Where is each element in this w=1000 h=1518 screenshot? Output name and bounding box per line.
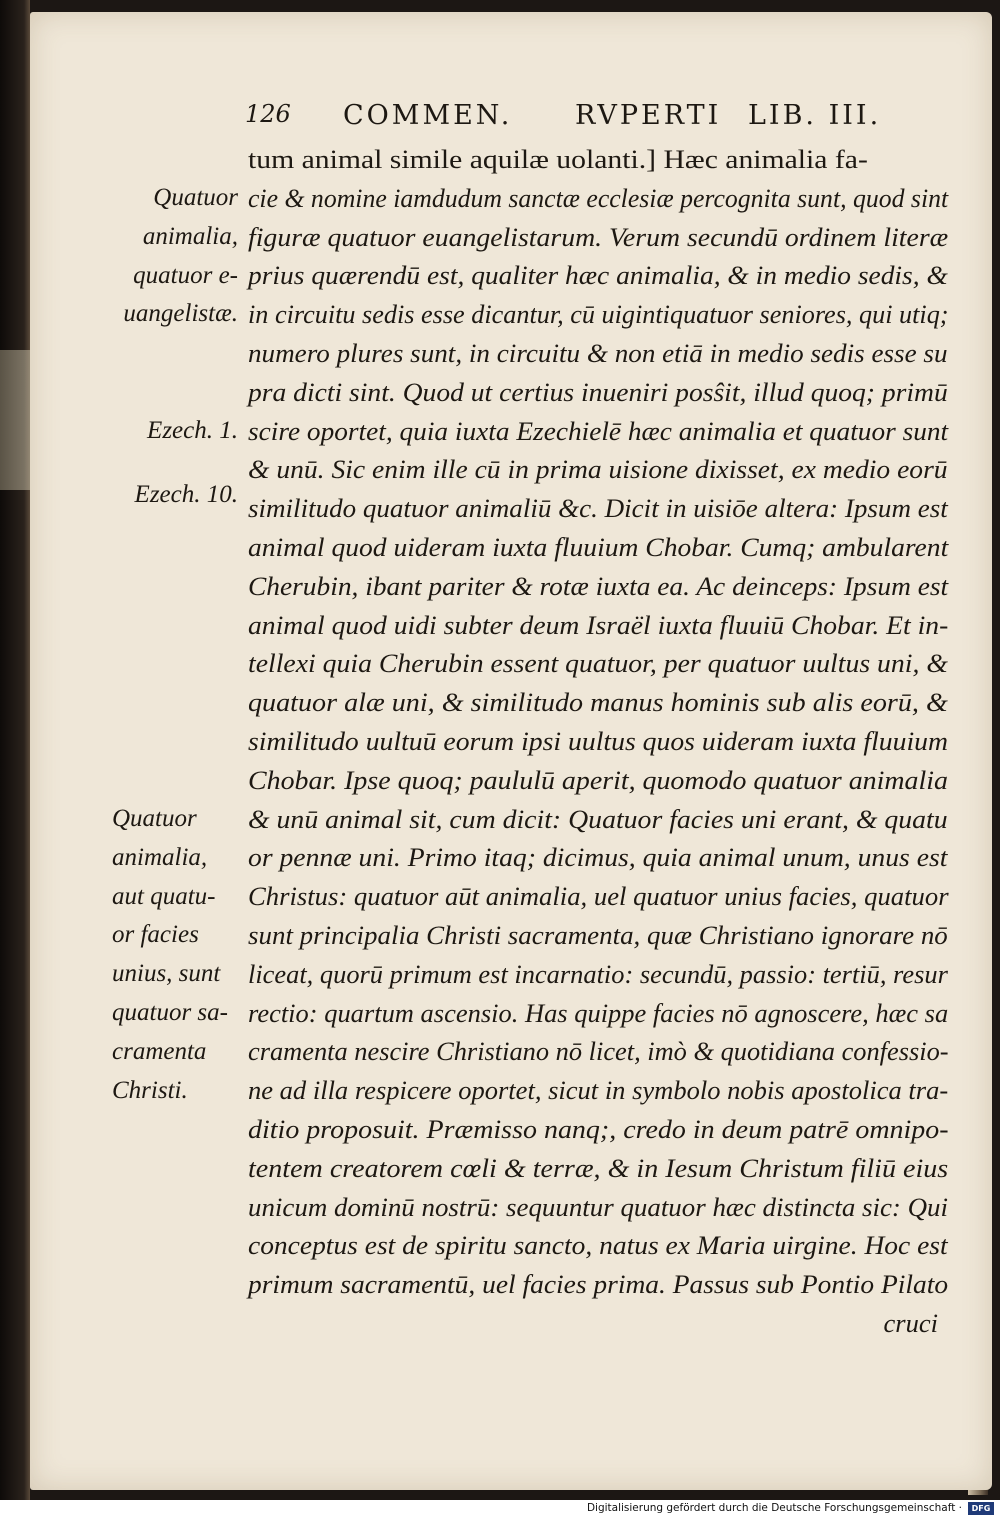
text-line: tellexi quia Cherubin essent quatuor, per quatuor uultus uni, & [248, 648, 948, 679]
text-line: pra dicti sint. Quod ut certius inueniri posŝit, illud quoq; primū [248, 376, 948, 407]
header-title-commen: COMMEN. [343, 100, 513, 131]
page-number: 126 [245, 100, 291, 128]
text-line: quatuor alæ uni, & similitudo manus hominis sub alis eorū, & [248, 687, 948, 718]
text-line: & unū. Sic enim ille cū in prima uisione dixisset, ex medio eorū [248, 454, 948, 485]
text-line: rectio: quartum ascensio. Has quippe facies nō agnoscere, hæc sa [248, 997, 949, 1028]
catchword: cruci [883, 1307, 938, 1338]
text-line: cramenta nescire Christiano nō licet, imò & quotidiana confessio- [248, 1036, 949, 1067]
margin-note-line: Christi. [112, 1076, 188, 1104]
margin-note-line: animalia, [142, 222, 238, 250]
text-line: or pennæ uni. Primo itaq; dicimus, quia animal unum, unus est [248, 842, 948, 873]
text-line: sunt principalia Christi sacramenta, quæ Christiano ignorare nō [248, 919, 948, 950]
text-line: numero plures sunt, in circuitu & non etiā in medio sedis esse su [248, 337, 948, 368]
text-line: animal quod uidi subter deum Israël iuxta fluuiū Chobar. Et in- [248, 609, 949, 640]
margin-note-line: Ezech. 1. [147, 417, 238, 444]
digitization-footer [0, 1500, 1000, 1518]
text-line: Cherubin, ibant pariter & rotæ iuxta ea. Ac deinceps: Ipsum est [248, 570, 949, 601]
text-line: tentem creatorem cœli & terræ, & in Iesum Christum filiū eius [248, 1152, 949, 1183]
margin-note-4 [112, 800, 242, 1110]
main-text-block [248, 140, 948, 1343]
facing-page-fragment [0, 350, 30, 490]
text-line: similitudo quatuor animaliū &c. Dicit in uisiōe altera: Ipsum est [248, 493, 948, 524]
margin-note-line: Quatuor [112, 805, 197, 832]
text-line: ditio proposuit. Præmisso nanq;, credo in deum patrē omnipo- [248, 1113, 949, 1144]
margin-note-line: unius, sunt [112, 960, 221, 988]
header-title-ruperti: RVPERTI [575, 100, 722, 131]
text-line: ne ad illa respicere oportet, sicut in symbolo nobis apostolica tra- [248, 1075, 949, 1106]
text-line: liceat, quorū primum est incarnatio: secundū, passio: tertiū, resur [248, 958, 948, 989]
text-line: cie & nomine iamdudum sanctæ ecclesiæ percognita sunt, quod sint [248, 182, 949, 213]
header-book-number: LIB. III. [748, 100, 882, 131]
margin-note-line: animalia, [112, 843, 208, 871]
text-line: similitudo uultuū eorum ipsi uultus quos uideram iuxta fluuium [248, 725, 949, 756]
margin-note-line: uangelistæ. [123, 300, 238, 328]
text-line: conceptus est de spiritu sancto, natus ex Maria uirgine. Hoc est [248, 1230, 948, 1261]
text-line: Christus: quatuor aūt animalia, uel quatuor unius facies, quatuor [248, 881, 949, 912]
margin-note-3 [110, 476, 238, 515]
running-header [245, 100, 945, 140]
dfg-logo: DFG [968, 1502, 994, 1515]
margin-note-2 [120, 412, 238, 451]
margin-note-line: quatuor e- [133, 261, 238, 289]
text-line: in circuitu sedis esse dicantur, cū uigintiquatuor seniores, qui utiq; [248, 299, 949, 330]
text-line: & unū animal sit, cum dicit: Quatuor facies uni erant, & quatu [248, 803, 948, 834]
margin-note-line: aut quatu- [112, 882, 216, 910]
margin-note-line: or facies [112, 921, 199, 949]
text-line: tum animal simile aquilæ uolanti.] Hæc animalia fa- [248, 144, 868, 174]
text-line: prius quærendū est, qualiter hæc animalia, & in medio sedis, & [248, 260, 948, 291]
footer-credit: Digitalisierung gefördert durch die Deutsche Forschungsgemeinschaft · [586, 1502, 962, 1514]
margin-note-line: Ezech. 10. [134, 481, 238, 508]
scan-left-edge [0, 0, 30, 1500]
margin-note-line: cramenta [112, 1037, 207, 1065]
text-line: scire oportet, quia iuxta Ezechielē hæc animalia et quatuor sunt [248, 415, 949, 446]
margin-note-1 [120, 179, 238, 334]
text-line: animal quod uideram iuxta fluuium Chobar. Cumq; ambularent [248, 531, 949, 562]
text-line: primum sacramentū, uel facies prima. Passus sub Pontio Pilato [248, 1269, 949, 1300]
margin-note-line: quatuor sa- [112, 998, 228, 1026]
text-line: unicum dominū nostrū: sequuntur quatuor hæc distincta sic: Qui [248, 1191, 949, 1222]
margin-note-line: Quatuor [153, 184, 238, 211]
text-line: figuræ quatuor euangelistarum. Verum secundū ordinem literæ [248, 221, 949, 252]
text-line: Chobar. Ipse quoq; paululū aperit, quomodo quatuor animalia [248, 764, 948, 795]
